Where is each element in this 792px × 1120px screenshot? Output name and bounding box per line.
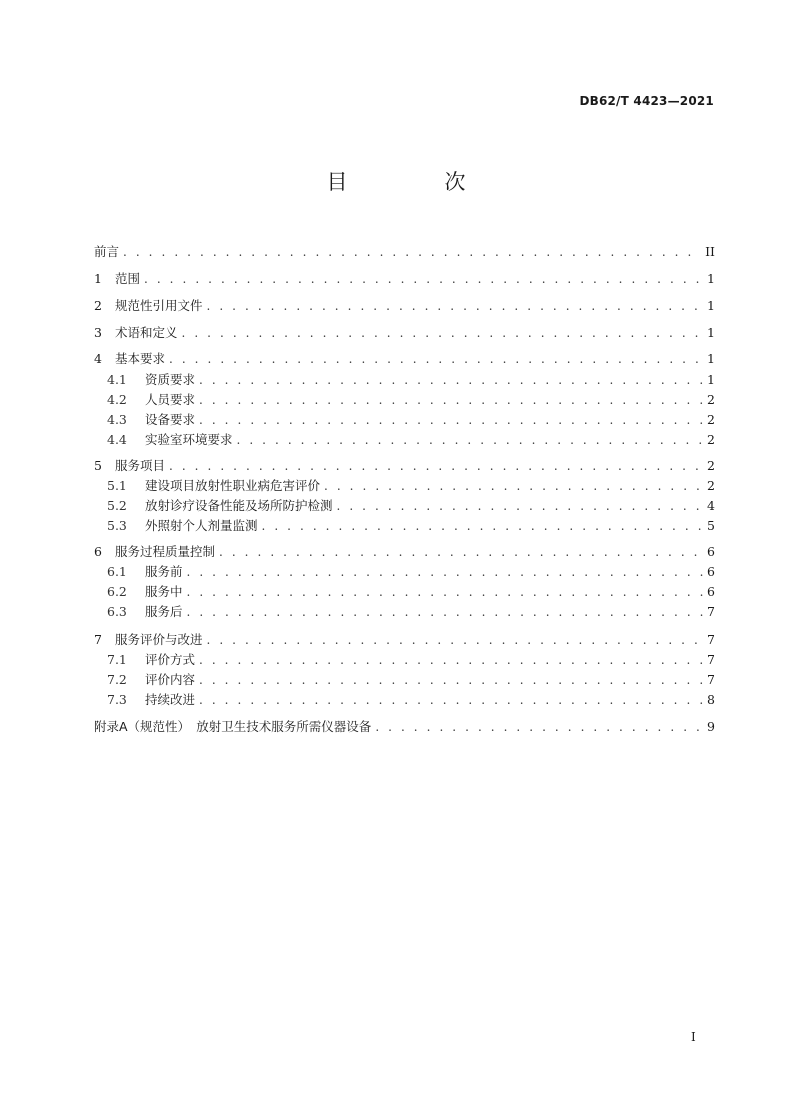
- toc-entry[interactable]: [94, 715, 715, 735]
- toc-entry-label: 术语和定义: [115, 325, 178, 340]
- toc-entry-page: 2: [707, 412, 715, 427]
- toc-entry-number: 7.3: [107, 692, 127, 707]
- toc-entry-page: 6: [707, 584, 715, 599]
- toc-entry-number: 1: [94, 271, 102, 286]
- toc-entry-label: 建设项目放射性职业病危害评价: [145, 478, 321, 493]
- toc-entry-label: 评价内容: [145, 672, 196, 687]
- toc-entry-page: 7: [707, 604, 715, 619]
- toc-entry-page: 7: [707, 672, 715, 687]
- toc-entry-number: 7.1: [107, 652, 127, 667]
- toc-entry-number: 4: [94, 351, 102, 366]
- toc-entry-label: 前言: [94, 244, 120, 259]
- dot-leader: [169, 351, 703, 367]
- toc-entry-label: 附录A（规范性） 放射卫生技术服务所需仪器设备: [94, 719, 372, 734]
- toc-entry-page: 1: [707, 351, 715, 366]
- toc-entry-label: 范围: [115, 271, 141, 286]
- toc-entry-page: 1: [707, 372, 715, 387]
- toc-entry-page: 9: [707, 719, 715, 734]
- toc-entry[interactable]: [94, 294, 715, 314]
- toc-entry-label: 持续改进: [145, 692, 196, 707]
- toc-entry[interactable]: [107, 668, 715, 688]
- toc-entry-label: 设备要求: [145, 412, 196, 427]
- dot-leader: [199, 692, 703, 708]
- toc-entry[interactable]: [107, 494, 715, 514]
- toc-entry-page: 2: [707, 478, 715, 493]
- toc-entry[interactable]: [94, 321, 715, 341]
- dot-leader: [199, 392, 703, 408]
- toc-entry-label: 服务中: [145, 584, 183, 599]
- toc-entry[interactable]: [107, 648, 715, 668]
- toc-entry[interactable]: [107, 388, 715, 408]
- toc-entry-number: 5.3: [107, 518, 127, 533]
- dot-leader: [237, 432, 703, 448]
- dot-leader: [187, 584, 703, 600]
- toc-entry-page: 1: [707, 271, 715, 286]
- toc-entry-label: 服务后: [145, 604, 183, 619]
- toc-entry[interactable]: [94, 267, 715, 287]
- toc-entry-page: 7: [707, 652, 715, 667]
- page-number: I: [691, 1030, 696, 1044]
- toc-entry-number: 2: [94, 298, 102, 313]
- dot-leader: [199, 652, 703, 668]
- toc-entry-label: 服务评价与改进: [115, 632, 203, 647]
- toc-entry[interactable]: [107, 368, 715, 388]
- toc-entry-label: 服务过程质量控制: [115, 544, 216, 559]
- toc-entry[interactable]: [94, 240, 715, 260]
- toc-entry-label: 人员要求: [145, 392, 196, 407]
- dot-leader: [199, 372, 703, 388]
- dot-leader: [187, 604, 703, 620]
- dot-leader: [199, 412, 703, 428]
- toc-entry[interactable]: [107, 428, 715, 448]
- toc-entry-label: 资质要求: [145, 372, 196, 387]
- toc-entry-page: 2: [707, 458, 715, 473]
- toc-entry-page: 2: [707, 392, 715, 407]
- toc-entry[interactable]: [94, 628, 715, 648]
- dot-leader: [219, 544, 703, 560]
- toc-entry-page: 7: [707, 632, 715, 647]
- toc-entry-number: 5: [94, 458, 102, 473]
- toc-entry-number: 3: [94, 325, 102, 340]
- toc-entry-label: 服务项目: [115, 458, 166, 473]
- toc-entry-label: 放射诊疗设备性能及场所防护检测: [145, 498, 333, 513]
- toc-entry[interactable]: [107, 408, 715, 428]
- toc-entry-page: 8: [707, 692, 715, 707]
- toc-entry-number: 6.3: [107, 604, 127, 619]
- toc-entry-label: 规范性引用文件: [115, 298, 203, 313]
- toc-entry-page: 1: [707, 298, 715, 313]
- toc-entry[interactable]: [107, 580, 715, 600]
- toc-entry-number: 7.2: [107, 672, 127, 687]
- toc-entry[interactable]: [107, 514, 715, 534]
- toc-entry[interactable]: [107, 560, 715, 580]
- toc-entry-label: 评价方式: [145, 652, 196, 667]
- toc-entry-number: 4.1: [107, 372, 127, 387]
- dot-leader: [182, 325, 703, 341]
- dot-leader: [207, 298, 703, 314]
- toc-entry-number: 6.1: [107, 564, 127, 579]
- dot-leader: [375, 719, 703, 735]
- toc-entry-page: II: [705, 244, 715, 259]
- dot-leader: [144, 271, 703, 287]
- toc-entry-number: 6: [94, 544, 102, 559]
- toc-entry-number: 5.2: [107, 498, 127, 513]
- toc-entry-page: 1: [707, 325, 715, 340]
- toc-entry[interactable]: [107, 688, 715, 708]
- toc-entry-number: 4.4: [107, 432, 127, 447]
- toc-entry[interactable]: [94, 454, 715, 474]
- dot-leader: [187, 564, 703, 580]
- doc-code: DB62/T 4423—2021: [579, 94, 714, 108]
- toc-entry-number: 4.2: [107, 392, 127, 407]
- toc-entry[interactable]: [94, 347, 715, 367]
- toc-entry[interactable]: [107, 600, 715, 620]
- toc-entry-label: 实验室环境要求: [145, 432, 233, 447]
- dot-leader: [262, 518, 703, 534]
- dot-leader: [207, 632, 703, 648]
- dot-leader: [169, 458, 703, 474]
- toc-entry-number: 6.2: [107, 584, 127, 599]
- toc-entry-page: 6: [707, 564, 715, 579]
- toc-entry[interactable]: [107, 474, 715, 494]
- dot-leader: [199, 672, 703, 688]
- page-title: 目 次: [326, 170, 504, 194]
- toc-entry-number: 5.1: [107, 478, 127, 493]
- toc-entry-number: 7: [94, 632, 102, 647]
- toc-entry-page: 5: [707, 518, 715, 533]
- toc-entry-page: 4: [707, 498, 715, 513]
- toc-entry-page: 2: [707, 432, 715, 447]
- toc-entry-label: 基本要求: [115, 351, 166, 366]
- dot-leader: [123, 244, 701, 260]
- toc-entry-label: 外照射个人剂量监测: [145, 518, 258, 533]
- toc-entry[interactable]: [94, 540, 715, 560]
- dot-leader: [337, 498, 703, 514]
- toc-entry-label: 服务前: [145, 564, 183, 579]
- toc-entry-page: 6: [707, 544, 715, 559]
- toc-entry-number: 4.3: [107, 412, 127, 427]
- dot-leader: [324, 478, 703, 494]
